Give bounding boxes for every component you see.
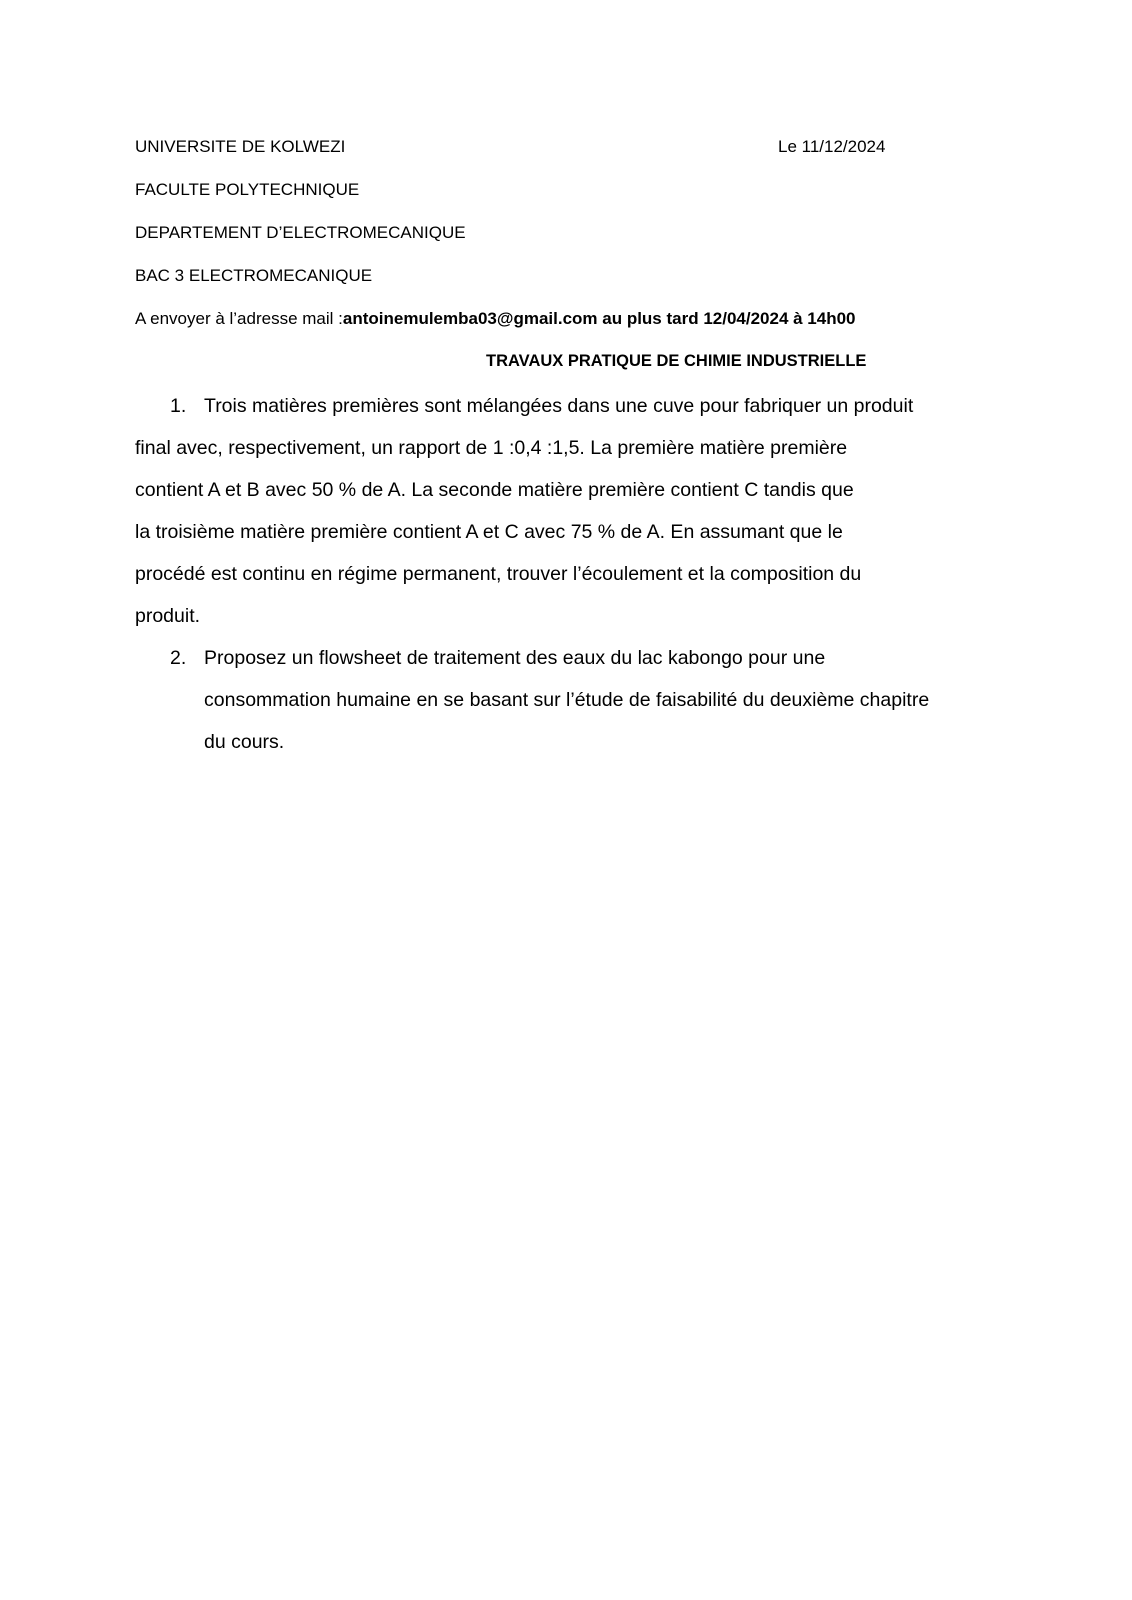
question-line: Trois matières premières sont mélangées dans une cuve pour fabriquer un produit: [204, 395, 914, 417]
submission-prefix: A envoyer à l’adresse mail :: [135, 309, 343, 328]
question-line: final avec, respectivement, un rapport de 1 :0,4 :1,5. La première matière première: [135, 437, 848, 459]
department-name: DEPARTEMENT D’ELECTROMECANIQUE: [135, 223, 466, 242]
question-number: 2.: [170, 647, 187, 669]
question-line: la troisième matière première contient A et C avec 75 % de A. En assumant que le: [135, 521, 843, 543]
question-line: procédé est continu en régime permanent, trouver l’écoulement et la composition du: [135, 563, 862, 585]
faculty-name: FACULTE POLYTECHNIQUE: [135, 180, 360, 199]
question-line: produit.: [135, 605, 201, 627]
question-number: 1.: [170, 395, 187, 417]
class-level: BAC 3 ELECTROMECANIQUE: [135, 266, 373, 285]
university-name: UNIVERSITE DE KOLWEZI: [135, 137, 346, 156]
document-date: Le 11/12/2024: [778, 137, 886, 156]
submission-instructions: [135, 309, 856, 329]
question-line: Proposez un flowsheet de traitement des eaux du lac kabongo pour une: [204, 647, 826, 669]
question-line: consommation humaine en se basant sur l’étude de faisabilité du deuxième chapitre: [204, 689, 930, 711]
question-line: contient A et B avec 50 % de A. La seconde matière première contient C tandis que: [135, 479, 854, 501]
question-line: du cours.: [204, 731, 285, 753]
assignment-title: TRAVAUX PRATIQUE DE CHIMIE INDUSTRIELLE: [486, 352, 867, 370]
submission-details: antoinemulemba03@gmail.com au plus tard 12/04/2024 à 14h00: [342, 309, 856, 328]
